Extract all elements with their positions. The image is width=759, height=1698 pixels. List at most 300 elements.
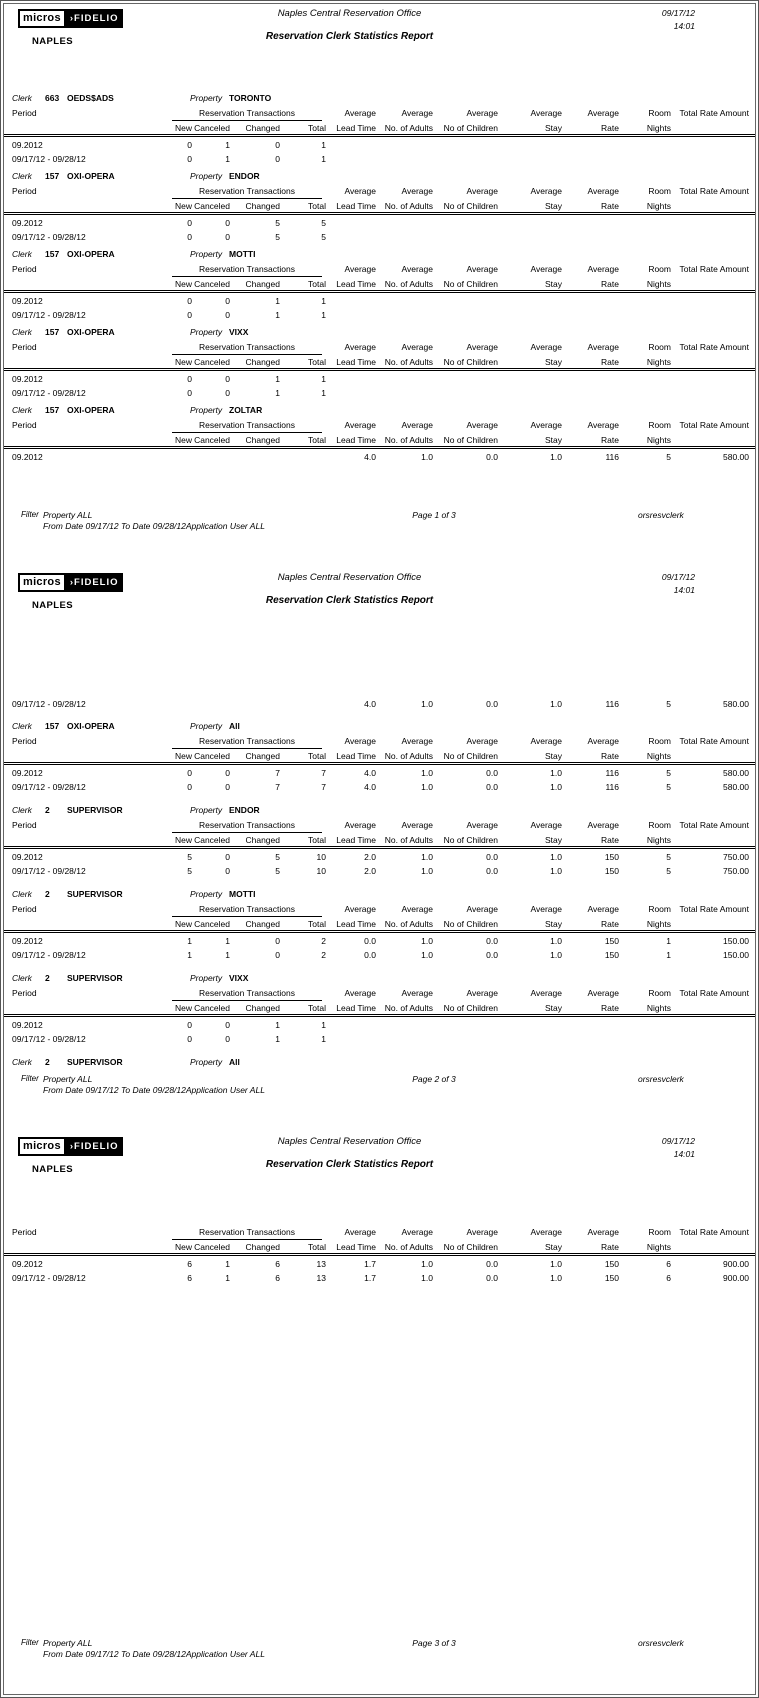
nights-column-header: Nights <box>646 201 671 211</box>
cell-adults: 1.0 <box>421 452 433 462</box>
clerk-section <box>12 1055 749 1069</box>
cell-canceled: 0 <box>225 388 230 398</box>
clerk-section <box>12 803 749 878</box>
page-footer <box>4 1074 755 1098</box>
report-header-center <box>114 8 585 42</box>
table-row <box>12 372 749 386</box>
cell-new: 0 <box>187 1034 192 1044</box>
cell-amount: 580.00 <box>723 699 749 709</box>
cell-amount: 750.00 <box>723 866 749 876</box>
room-column-header: Room <box>648 820 671 830</box>
table-row <box>12 386 749 400</box>
canceled-column-header: Canceled <box>194 1003 230 1013</box>
cell-canceled: 0 <box>225 768 230 778</box>
cell-children: 0.0 <box>486 1259 498 1269</box>
cell-rate: 150 <box>604 950 619 960</box>
cell-canceled: 0 <box>225 1034 230 1044</box>
filter-property-value: Property ALL <box>43 1638 93 1648</box>
children-column-header: No of Children <box>443 357 498 367</box>
cell-rate: 150 <box>604 1273 619 1283</box>
table-header-line-2 <box>12 916 749 929</box>
table-header-line-1 <box>12 904 749 916</box>
page-body <box>4 54 755 467</box>
property-label: Property <box>190 171 223 181</box>
printed-by-user: orsresvclerk <box>638 510 684 520</box>
period-column-header: Period <box>12 420 37 430</box>
cell-nights: 5 <box>666 866 671 876</box>
average-column-header: Average <box>466 108 498 118</box>
cell-period: 09/17/12 - 09/28/12 <box>12 782 86 792</box>
average-column-header: Average <box>587 904 619 914</box>
table-row <box>12 697 749 711</box>
period-column-header: Period <box>12 1227 37 1237</box>
property-label: Property <box>190 805 223 815</box>
table-row <box>12 294 749 308</box>
lead-time-column-header: Lead Time <box>336 751 376 761</box>
table-header-line-2 <box>12 832 749 845</box>
rate-column-header: Rate <box>601 357 619 367</box>
page-footer <box>4 1638 755 1662</box>
clerk-section <box>12 169 749 244</box>
table-row <box>12 850 749 864</box>
adults-column-header: No. of Adults <box>384 357 433 367</box>
period-column-header: Period <box>12 108 37 118</box>
table-row <box>12 1032 749 1046</box>
clerk-number: 157 <box>45 405 60 415</box>
cell-adults: 1.0 <box>421 950 433 960</box>
new-column-header: New <box>174 123 192 133</box>
reservation-transactions-header: Reservation Transactions <box>199 904 295 914</box>
cell-changed: 0 <box>275 936 280 946</box>
property-name: MOTTI <box>229 889 256 899</box>
cell-children: 0.0 <box>486 852 498 862</box>
canceled-column-header: Canceled <box>194 123 230 133</box>
rate-column-header: Rate <box>601 835 619 845</box>
filter-label: Filter <box>21 1074 39 1083</box>
filter-property-value: Property ALL <box>43 1074 93 1084</box>
cell-children: 0.0 <box>486 452 498 462</box>
cell-canceled: 0 <box>225 374 230 384</box>
average-column-header: Average <box>466 342 498 352</box>
cell-changed: 1 <box>275 374 280 384</box>
table-header-line-2 <box>12 432 749 445</box>
cell-total: 13 <box>316 1259 326 1269</box>
cell-new: 6 <box>187 1273 192 1283</box>
cell-period: 09/17/12 - 09/28/12 <box>12 154 86 164</box>
reservation-transactions-underline <box>172 354 322 355</box>
lead-time-column-header: Lead Time <box>336 1003 376 1013</box>
clerk-name: SUPERVISOR <box>67 805 123 815</box>
clerk-line <box>12 887 749 901</box>
nights-column-header: Nights <box>646 1003 671 1013</box>
children-column-header: No of Children <box>443 919 498 929</box>
table-header-line-1 <box>12 108 749 120</box>
changed-column-header: Changed <box>245 435 280 445</box>
cell-canceled: 0 <box>225 218 230 228</box>
average-column-header: Average <box>530 988 562 998</box>
clerk-name: OXI-OPERA <box>67 327 115 337</box>
table-row <box>12 216 749 230</box>
stay-column-header: Stay <box>544 1003 562 1013</box>
average-column-header: Average <box>344 736 376 746</box>
cell-total: 1 <box>321 140 326 150</box>
children-column-header: No of Children <box>443 835 498 845</box>
reservation-transactions-underline <box>172 276 322 277</box>
cell-nights: 6 <box>666 1273 671 1283</box>
logo-micros-text: micros <box>18 9 66 28</box>
cell-period: 09/17/12 - 09/28/12 <box>12 950 86 960</box>
cell-total: 1 <box>321 296 326 306</box>
cell-changed: 6 <box>275 1259 280 1269</box>
average-column-header: Average <box>344 820 376 830</box>
table-header-line-1 <box>12 1227 749 1239</box>
nights-column-header: Nights <box>646 357 671 367</box>
property-label: Property <box>190 327 223 337</box>
period-column-header: Period <box>12 820 37 830</box>
table-header-line-2 <box>12 354 749 367</box>
cell-period: 09.2012 <box>12 852 43 862</box>
clerk-number: 157 <box>45 327 60 337</box>
total-column-header: Total <box>308 835 326 845</box>
total-rate-amount-column-header: Total Rate Amount <box>679 108 749 118</box>
room-column-header: Room <box>648 420 671 430</box>
logo-fidelio-text: ›FIDELIO <box>66 1137 123 1156</box>
cell-nights: 5 <box>666 852 671 862</box>
table-header-line-1 <box>12 264 749 276</box>
page-body <box>4 1182 755 1288</box>
cell-rate: 150 <box>604 1259 619 1269</box>
nights-column-header: Nights <box>646 919 671 929</box>
reservation-transactions-underline <box>172 832 322 833</box>
clerk-section <box>12 887 749 962</box>
table-row <box>12 934 749 948</box>
table-header-rule <box>4 846 755 849</box>
cell-rate: 116 <box>605 699 619 709</box>
cell-new: 0 <box>187 768 192 778</box>
logo-fidelio-text: ›FIDELIO <box>66 573 123 592</box>
average-column-header: Average <box>587 342 619 352</box>
cell-changed: 6 <box>275 1273 280 1283</box>
cell-period: 09/17/12 - 09/28/12 <box>12 388 86 398</box>
adults-column-header: No. of Adults <box>384 835 433 845</box>
clerk-section <box>12 91 749 166</box>
table-header <box>12 339 749 367</box>
reservation-transactions-underline <box>172 748 322 749</box>
cell-adults: 1.0 <box>421 866 433 876</box>
cell-adults: 1.0 <box>421 936 433 946</box>
changed-column-header: Changed <box>245 123 280 133</box>
cell-period: 09/17/12 - 09/28/12 <box>12 866 86 876</box>
table-header-rule <box>4 134 755 137</box>
cell-period: 09.2012 <box>12 768 43 778</box>
cell-stay: 1.0 <box>550 866 562 876</box>
clerk-line <box>12 247 749 261</box>
total-column-header: Total <box>308 919 326 929</box>
adults-column-header: No. of Adults <box>384 751 433 761</box>
room-column-header: Room <box>648 186 671 196</box>
average-column-header: Average <box>466 736 498 746</box>
filter-dates-line <box>43 521 265 531</box>
cell-nights: 5 <box>666 699 671 709</box>
cell-total: 1 <box>321 154 326 164</box>
cell-adults: 1.0 <box>421 699 433 709</box>
rate-column-header: Rate <box>601 1242 619 1252</box>
cell-children: 0.0 <box>486 768 498 778</box>
clerk-name: OXI-OPERA <box>67 249 115 259</box>
property-name: ENDOR <box>229 171 260 181</box>
clerk-label: Clerk <box>12 405 32 415</box>
property-name: ENDOR <box>229 805 260 815</box>
table-header <box>12 733 749 761</box>
table-header <box>12 1224 749 1252</box>
clerk-label: Clerk <box>12 249 32 259</box>
cell-total: 1 <box>321 1034 326 1044</box>
reservation-transactions-underline <box>172 432 322 433</box>
total-column-header: Total <box>308 751 326 761</box>
report-date: 09/17/12 <box>661 572 695 582</box>
cell-total: 2 <box>321 950 326 960</box>
adults-column-header: No. of Adults <box>384 1003 433 1013</box>
report-datetime <box>662 8 695 31</box>
rate-column-header: Rate <box>601 751 619 761</box>
property-label: Property <box>190 973 223 983</box>
cell-period: 09.2012 <box>12 374 43 384</box>
property-name: MOTTI <box>229 249 256 259</box>
cell-adults: 1.0 <box>421 768 433 778</box>
report-datetime <box>662 1136 695 1159</box>
new-column-header: New <box>174 435 192 445</box>
changed-column-header: Changed <box>245 279 280 289</box>
cell-canceled: 0 <box>225 310 230 320</box>
page-number: Page 1 of 3 <box>412 510 456 520</box>
period-column-header: Period <box>12 186 37 196</box>
adults-column-header: No. of Adults <box>384 435 433 445</box>
total-rate-amount-column-header: Total Rate Amount <box>679 904 749 914</box>
table-header-rule <box>4 1014 755 1017</box>
total-rate-amount-column-header: Total Rate Amount <box>679 988 749 998</box>
clerk-line <box>12 803 749 817</box>
office-name: Naples Central Reservation Office <box>277 572 422 583</box>
room-column-header: Room <box>648 736 671 746</box>
cell-changed: 1 <box>275 388 280 398</box>
table-header-line-2 <box>12 1239 749 1252</box>
filter-date-range: From Date 09/17/12 To Date 09/28/12 <box>43 1085 186 1095</box>
cell-rate: 116 <box>605 768 619 778</box>
cell-changed: 5 <box>275 866 280 876</box>
lead-time-column-header: Lead Time <box>336 919 376 929</box>
cell-new: 0 <box>187 1020 192 1030</box>
room-column-header: Room <box>648 108 671 118</box>
reservation-transactions-header: Reservation Transactions <box>199 186 295 196</box>
children-column-header: No of Children <box>443 279 498 289</box>
cell-amount: 150.00 <box>723 936 749 946</box>
average-column-header: Average <box>401 904 433 914</box>
cell-period: 09.2012 <box>12 936 43 946</box>
average-column-header: Average <box>587 820 619 830</box>
average-column-header: Average <box>401 820 433 830</box>
children-column-header: No of Children <box>443 1242 498 1252</box>
cell-stay: 1.0 <box>550 936 562 946</box>
table-header-line-1 <box>12 342 749 354</box>
average-column-header: Average <box>530 1227 562 1237</box>
page-number: Page 3 of 3 <box>412 1638 456 1648</box>
cell-period: 09/17/12 - 09/28/12 <box>12 232 86 242</box>
cell-period: 09/17/12 - 09/28/12 <box>12 699 86 709</box>
new-column-header: New <box>174 751 192 761</box>
property-name: VIXX <box>229 973 249 983</box>
clerk-line <box>12 325 749 339</box>
cell-amount: 580.00 <box>723 452 749 462</box>
cell-total: 10 <box>316 852 326 862</box>
total-column-header: Total <box>308 201 326 211</box>
average-column-header: Average <box>401 342 433 352</box>
clerk-label: Clerk <box>12 889 32 899</box>
period-column-header: Period <box>12 736 37 746</box>
cell-canceled: 0 <box>225 852 230 862</box>
average-column-header: Average <box>344 988 376 998</box>
cell-stay: 1.0 <box>550 1273 562 1283</box>
average-column-header: Average <box>401 1227 433 1237</box>
cell-children: 0.0 <box>486 1273 498 1283</box>
adults-column-header: No. of Adults <box>384 1242 433 1252</box>
printed-by-user: orsresvclerk <box>638 1074 684 1084</box>
cell-canceled: 0 <box>225 296 230 306</box>
cell-stay: 1.0 <box>550 782 562 792</box>
average-column-header: Average <box>344 108 376 118</box>
nights-column-header: Nights <box>646 279 671 289</box>
reservation-transactions-underline <box>172 198 322 199</box>
average-column-header: Average <box>344 904 376 914</box>
cell-new: 5 <box>187 852 192 862</box>
new-column-header: New <box>174 1003 192 1013</box>
report-title: Reservation Clerk Statistics Report <box>265 31 434 42</box>
average-column-header: Average <box>466 904 498 914</box>
table-header-rule <box>4 930 755 933</box>
cell-changed: 1 <box>275 310 280 320</box>
cell-amount: 580.00 <box>723 782 749 792</box>
cell-lead_time: 2.0 <box>364 866 376 876</box>
canceled-column-header: Canceled <box>194 435 230 445</box>
cell-new: 0 <box>187 374 192 384</box>
cell-new: 0 <box>187 218 192 228</box>
property-label: Property <box>190 889 223 899</box>
changed-column-header: Changed <box>245 751 280 761</box>
period-column-header: Period <box>12 264 37 274</box>
changed-column-header: Changed <box>245 835 280 845</box>
stay-column-header: Stay <box>544 835 562 845</box>
table-header-line-2 <box>12 198 749 211</box>
table-row <box>12 450 749 464</box>
average-column-header: Average <box>401 264 433 274</box>
property-name: All <box>229 721 240 731</box>
cell-nights: 5 <box>666 768 671 778</box>
cell-nights: 5 <box>666 782 671 792</box>
average-column-header: Average <box>530 820 562 830</box>
filter-date-range: From Date 09/17/12 To Date 09/28/12 <box>43 521 186 531</box>
cell-period: 09.2012 <box>12 296 43 306</box>
cell-rate: 116 <box>605 782 619 792</box>
property-label: Property <box>190 249 223 259</box>
cell-changed: 5 <box>275 232 280 242</box>
period-column-header: Period <box>12 342 37 352</box>
nights-column-header: Nights <box>646 751 671 761</box>
cell-stay: 1.0 <box>550 452 562 462</box>
report-page <box>4 1132 755 1695</box>
cell-new: 0 <box>187 782 192 792</box>
lead-time-column-header: Lead Time <box>336 1242 376 1252</box>
table-header <box>12 817 749 845</box>
table-header <box>12 417 749 445</box>
cell-adults: 1.0 <box>421 782 433 792</box>
cell-changed: 0 <box>275 140 280 150</box>
nights-column-header: Nights <box>646 435 671 445</box>
table-header <box>12 261 749 289</box>
filter-label: Filter <box>21 510 39 519</box>
report-datetime <box>662 572 695 595</box>
average-column-header: Average <box>587 108 619 118</box>
clerk-line <box>12 971 749 985</box>
property-name: ZOLTAR <box>229 405 263 415</box>
clerk-number: 663 <box>45 93 60 103</box>
average-column-header: Average <box>466 820 498 830</box>
cell-amount: 580.00 <box>723 768 749 778</box>
cell-nights: 1 <box>666 936 671 946</box>
average-column-header: Average <box>466 988 498 998</box>
cell-total: 1 <box>321 310 326 320</box>
page-header <box>4 572 755 618</box>
cell-stay: 1.0 <box>550 950 562 960</box>
page-header <box>4 8 755 54</box>
children-column-header: No of Children <box>443 435 498 445</box>
table-row <box>12 1018 749 1032</box>
nights-column-header: Nights <box>646 835 671 845</box>
filter-dates-line <box>43 1649 265 1659</box>
adults-column-header: No. of Adults <box>384 201 433 211</box>
cell-new: 0 <box>187 154 192 164</box>
report-header-center <box>114 572 585 606</box>
table-header <box>12 985 749 1013</box>
cell-changed: 1 <box>275 296 280 306</box>
canceled-column-header: Canceled <box>194 835 230 845</box>
filter-property-value: Property ALL <box>43 510 93 520</box>
table-header <box>12 105 749 133</box>
property-name: All <box>229 1057 240 1067</box>
clerk-name: SUPERVISOR <box>67 889 123 899</box>
clerk-section <box>12 325 749 400</box>
total-column-header: Total <box>308 123 326 133</box>
cell-canceled: 1 <box>225 936 230 946</box>
new-column-header: New <box>174 201 192 211</box>
cell-canceled: 1 <box>225 140 230 150</box>
average-column-header: Average <box>401 420 433 430</box>
lead-time-column-header: Lead Time <box>336 357 376 367</box>
table-header-line-1 <box>12 820 749 832</box>
reservation-transactions-underline <box>172 916 322 917</box>
page-footer <box>4 510 755 534</box>
table-row <box>12 1271 749 1285</box>
stay-column-header: Stay <box>544 435 562 445</box>
reservation-transactions-underline <box>172 1239 322 1240</box>
reservation-transactions-header: Reservation Transactions <box>199 264 295 274</box>
adults-column-header: No. of Adults <box>384 919 433 929</box>
lead-time-column-header: Lead Time <box>336 835 376 845</box>
total-rate-amount-column-header: Total Rate Amount <box>679 342 749 352</box>
cell-changed: 1 <box>275 1020 280 1030</box>
clerk-line <box>12 91 749 105</box>
cell-new: 0 <box>187 310 192 320</box>
cell-total: 1 <box>321 388 326 398</box>
average-column-header: Average <box>530 736 562 746</box>
